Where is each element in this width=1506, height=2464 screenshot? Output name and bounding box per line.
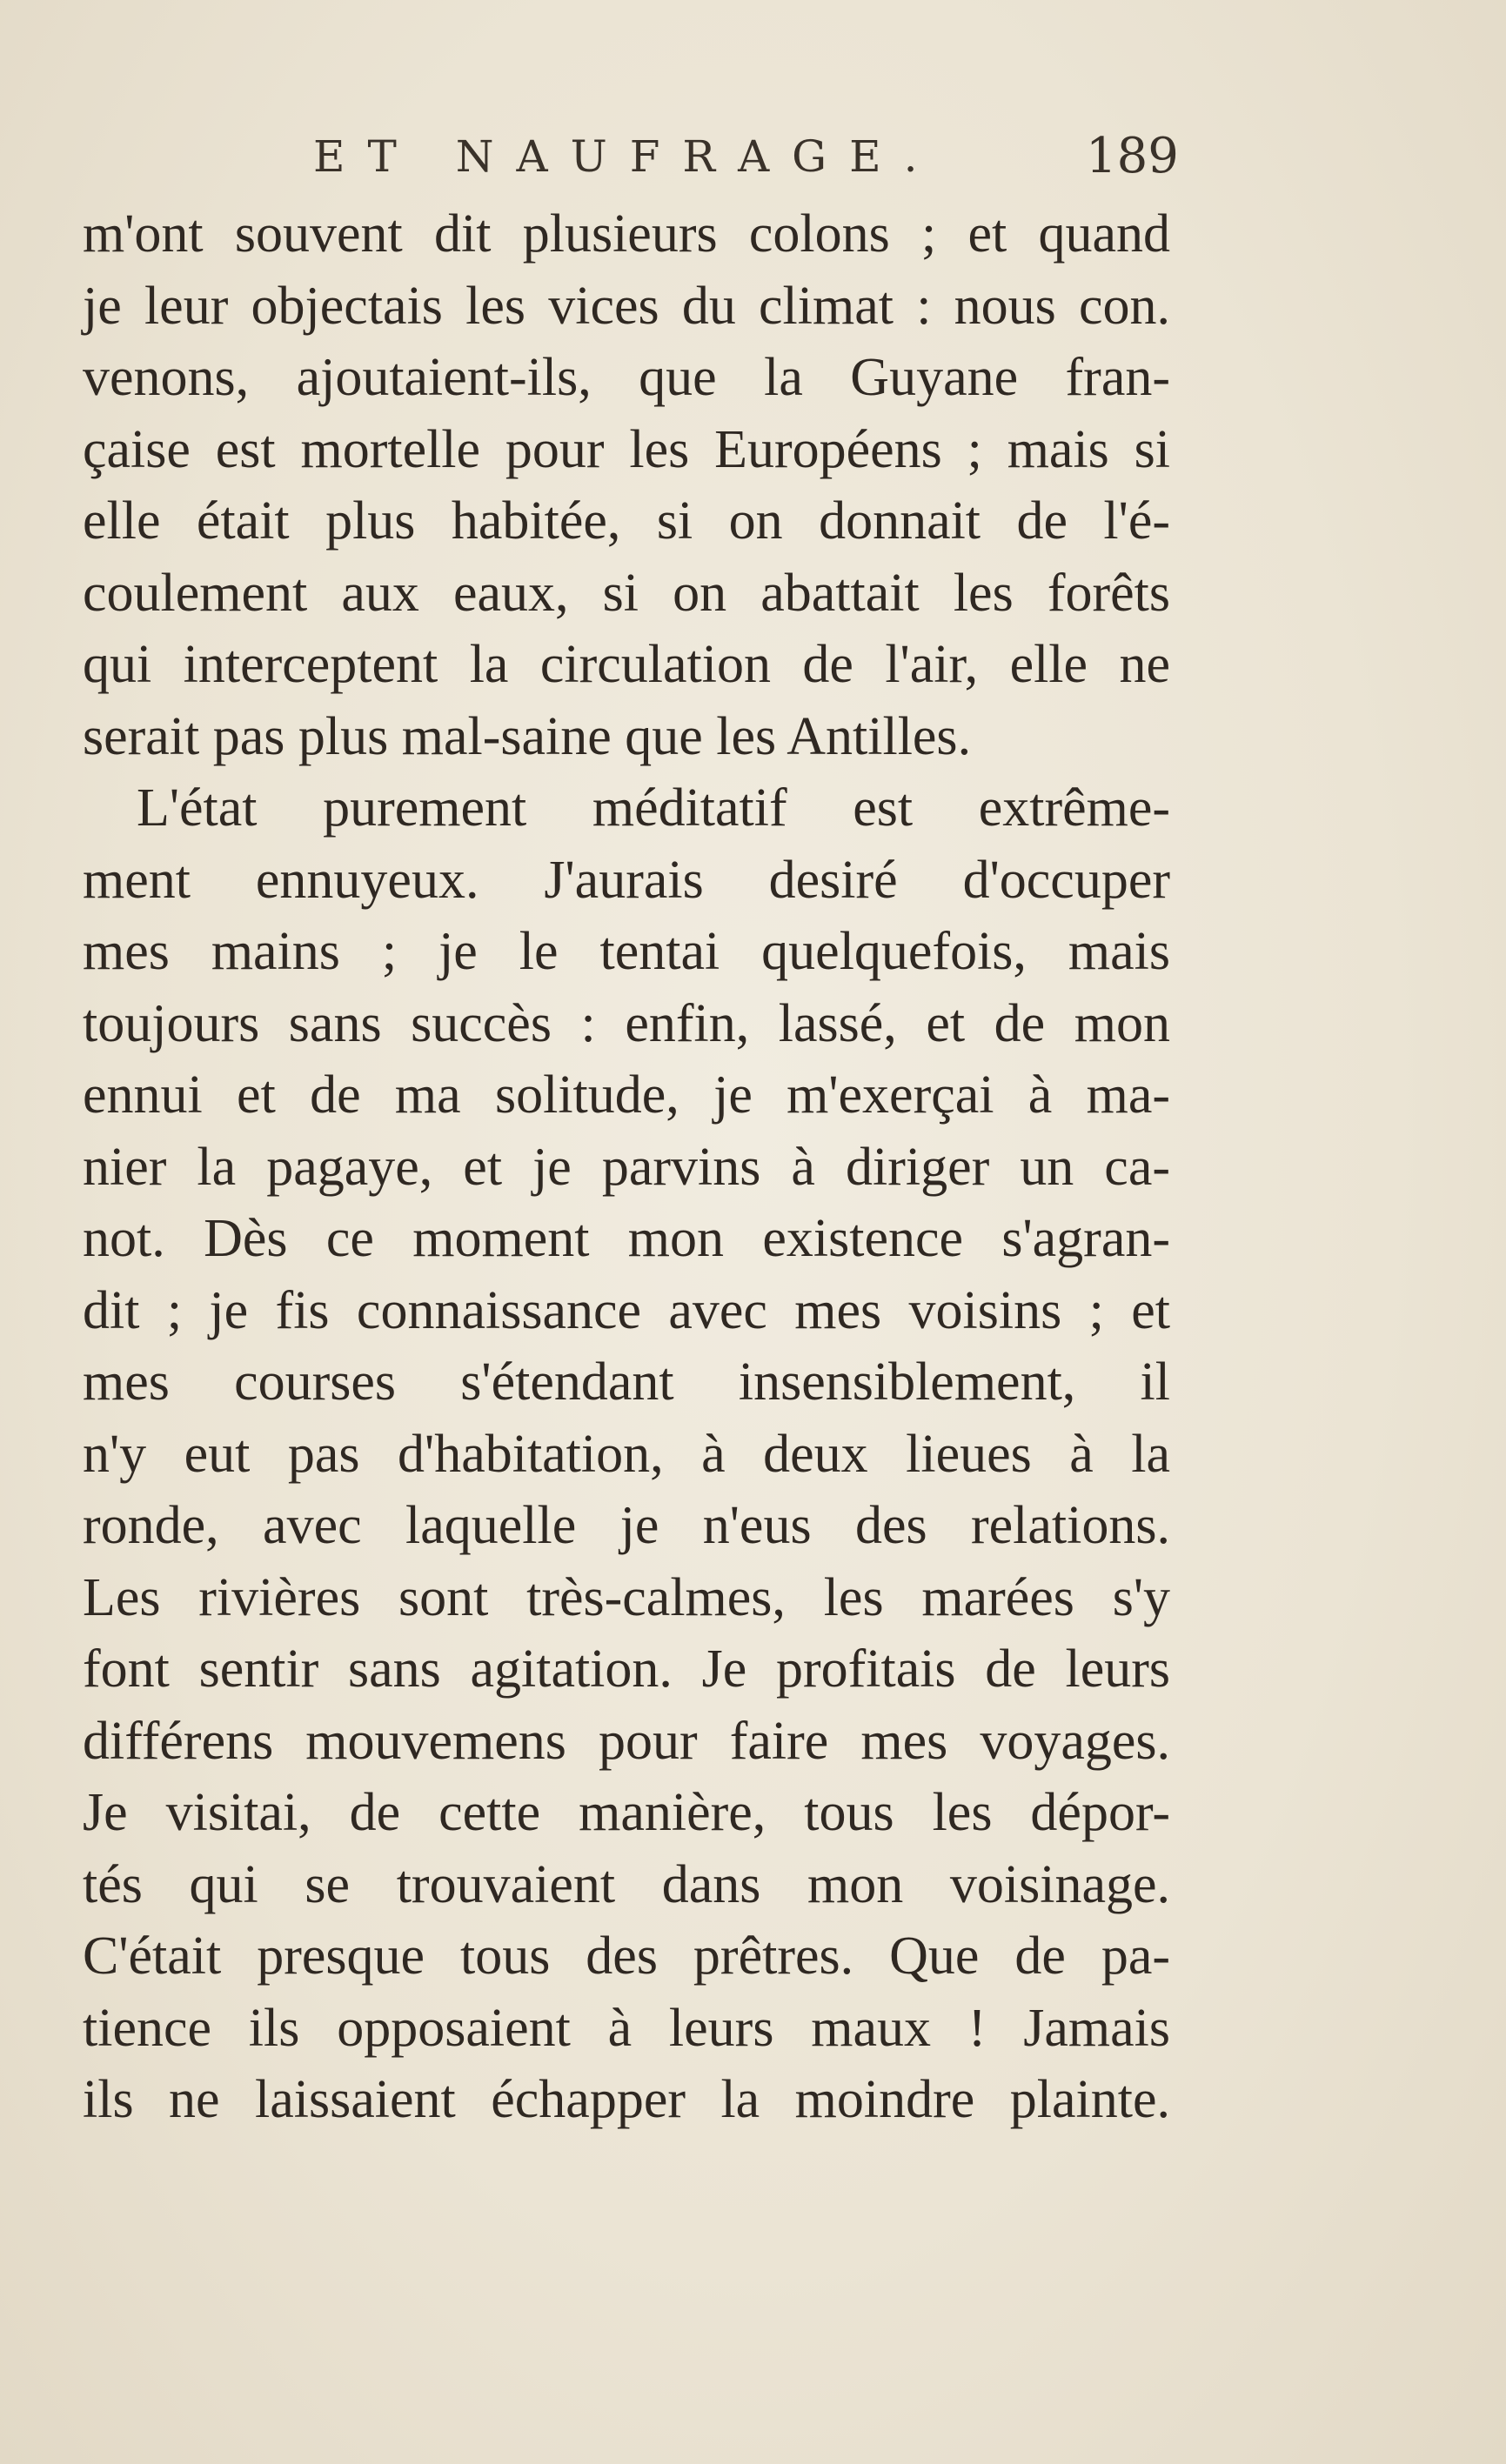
- text-line: font sentir sans agitation. Je profitais de leurs: [83, 1639, 1170, 1699]
- text-line: dit ; je fis connaissance avec mes voisins ; et: [83, 1280, 1170, 1340]
- text-line: coulement aux eaux, si on abattait les forêts: [83, 563, 1170, 623]
- text-line: ment ennuyeux. J'aurais desiré d'occuper: [83, 850, 1170, 910]
- text-line: ennui et de ma solitude, je m'exerçai à ma-: [83, 1065, 1170, 1125]
- text-line: mes mains ; je le tentai quelquefois, mais: [83, 922, 1170, 981]
- text-line: ronde, avec laquelle je n'eus des relations.: [83, 1496, 1170, 1555]
- text-line: elle était plus habitée, si on donnait de l'é-: [83, 491, 1170, 551]
- text-line: çaise est mortelle pour les Européens ; mais si: [83, 419, 1170, 479]
- text-line: n'y eut pas d'habitation, à deux lieues à la: [83, 1424, 1170, 1484]
- text-line: serait pas plus mal-saine que les Antilles.: [83, 706, 972, 766]
- text-line: L'état purement méditatif est extrême-: [137, 778, 1170, 838]
- running-head: ET NAUFRAGE.: [313, 131, 940, 182]
- text-line: venons, ajoutaient-ils, que la Guyane fran-: [83, 348, 1170, 407]
- text-line: différens mouvemens pour faire mes voyages.: [83, 1711, 1170, 1771]
- text-line: nier la pagaye, et je parvins à diriger un ca-: [83, 1137, 1170, 1197]
- text-line: toujours sans succès : enfin, lassé, et de mon: [83, 993, 1170, 1053]
- text-line: Je visitai, de cette manière, tous les dépor-: [83, 1783, 1170, 1842]
- text-line: mes courses s'étendant insensiblement, il: [83, 1352, 1170, 1412]
- text-line: not. Dès ce moment mon existence s'agran-: [83, 1209, 1170, 1268]
- text-line: tience ils opposaient à leurs maux ! Jamais: [83, 1998, 1170, 2058]
- text-line: m'ont souvent dit plusieurs colons ; et quand: [83, 204, 1170, 264]
- text-line: je leur objectais les vices du climat : nous con.: [83, 276, 1170, 336]
- page-number: 189: [1086, 128, 1179, 184]
- text-line: tés qui se trouvaient dans mon voisinage.: [83, 1854, 1170, 1914]
- text-line: qui interceptent la circulation de l'air, elle ne: [83, 635, 1170, 694]
- body-text: [83, 198, 1170, 2136]
- text-line: ils ne laissaient échapper la moindre plainte.: [83, 2070, 1170, 2129]
- text-line: Les rivières sont très-calmes, les marées s'y: [83, 1567, 1170, 1627]
- text-line: C'était presque tous des prêtres. Que de pa-: [83, 1926, 1170, 1986]
